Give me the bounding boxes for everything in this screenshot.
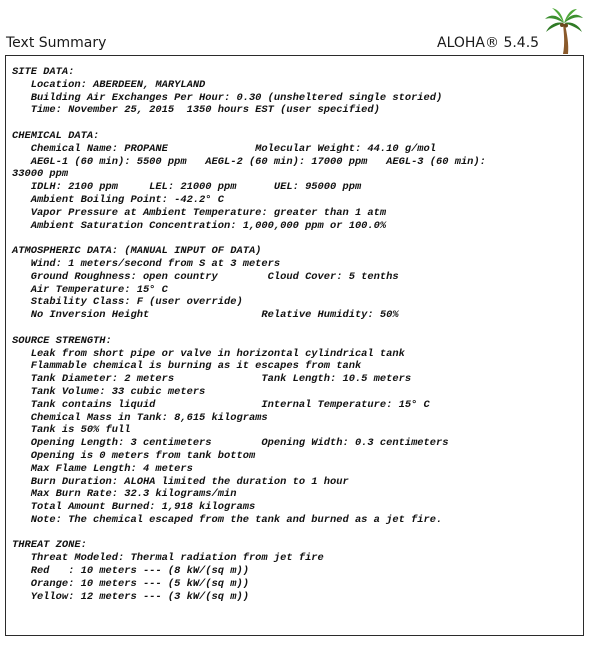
text-summary-content — [12, 66, 582, 603]
summary-line: Red : 10 meters --- (8 kW/(sq m)) — [12, 565, 249, 578]
summary-line: SITE DATA: — [12, 66, 75, 78]
summary-line — [12, 232, 582, 245]
summary-line: AEGL-1 (60 min): 5500 ppm AEGL-2 (60 min): 17000 ppm AEGL-3 (60 min): — [12, 155, 486, 168]
window-title: Text Summary — [6, 35, 107, 51]
summary-line: Location: ABERDEEN, MARYLAND — [12, 78, 206, 91]
summary-line: Opening is 0 meters from tank bottom — [12, 449, 256, 462]
summary-line: Tank Diameter: 2 meters Tank Length: 10.5 meters — [12, 373, 412, 386]
summary-line: Air Temperature: 15° C — [12, 283, 168, 296]
summary-line: Total Amount Burned: 1,918 kilograms — [12, 501, 256, 514]
summary-line: Note: The chemical escaped from the tank and burned as a jet fire. — [12, 513, 443, 526]
summary-line: Leak from short pipe or valve in horizontal cylindrical tank — [12, 347, 405, 360]
summary-line: Chemical Name: PROPANE Molecular Weight: 44.10 g/mol — [12, 142, 437, 155]
summary-line: Flammable chemical is burning as it escapes from tank — [12, 360, 362, 373]
summary-line: SOURCE STRENGTH: — [12, 334, 112, 347]
summary-line: Ambient Saturation Concentration: 1,000,000 ppm or 100.0% — [12, 219, 387, 232]
summary-line — [12, 322, 582, 335]
window-header — [0, 0, 590, 56]
summary-line: Max Flame Length: 4 meters — [12, 462, 193, 475]
app-version-label: ALOHA® 5.4.5 — [437, 35, 540, 51]
summary-line: Chemical Mass in Tank: 8,615 kilograms — [12, 411, 268, 424]
summary-line: Tank contains liquid Internal Temperature: 15° C — [12, 398, 430, 411]
summary-line: 33000 ppm — [12, 168, 69, 181]
summary-line: Burn Duration: ALOHA limited the duration to 1 hour — [12, 475, 349, 488]
palm-tree-icon — [544, 8, 584, 54]
summary-line: Yellow: 12 meters --- (3 kW/(sq m)) — [12, 590, 249, 603]
summary-line: IDLH: 2100 ppm LEL: 21000 ppm UEL: 95000 ppm — [12, 181, 362, 194]
summary-line: Opening Length: 3 centimeters Opening Width: 0.3 centimeters — [12, 437, 449, 450]
summary-line: Threat Modeled: Thermal radiation from jet fire — [12, 552, 324, 565]
summary-line — [12, 527, 582, 540]
summary-line — [12, 117, 582, 130]
summary-line: No Inversion Height Relative Humidity: 50% — [12, 309, 399, 322]
summary-line: Max Burn Rate: 32.3 kilograms/min — [12, 488, 237, 501]
summary-line: Building Air Exchanges Per Hour: 0.30 (unsheltered single storied) — [12, 91, 443, 104]
summary-line: ATMOSPHERIC DATA: (MANUAL INPUT OF DATA) — [12, 245, 262, 258]
summary-line: Orange: 10 meters --- (5 kW/(sq m)) — [12, 577, 249, 590]
summary-line: Tank Volume: 33 cubic meters — [12, 385, 206, 398]
summary-line: Vapor Pressure at Ambient Temperature: greater than 1 atm — [12, 206, 387, 219]
summary-line: Ground Roughness: open country Cloud Cover: 5 tenths — [12, 270, 399, 283]
summary-line: Time: November 25, 2015 1350 hours EST (user specified) — [12, 104, 380, 117]
summary-line: Tank is 50% full — [12, 424, 131, 437]
summary-line: Stability Class: F (user override) — [12, 296, 243, 309]
summary-line: Wind: 1 meters/second from S at 3 meters — [12, 257, 281, 270]
summary-line: THREAT ZONE: — [12, 539, 87, 552]
summary-line: Ambient Boiling Point: -42.2° C — [12, 193, 225, 206]
summary-line: CHEMICAL DATA: — [12, 129, 100, 142]
